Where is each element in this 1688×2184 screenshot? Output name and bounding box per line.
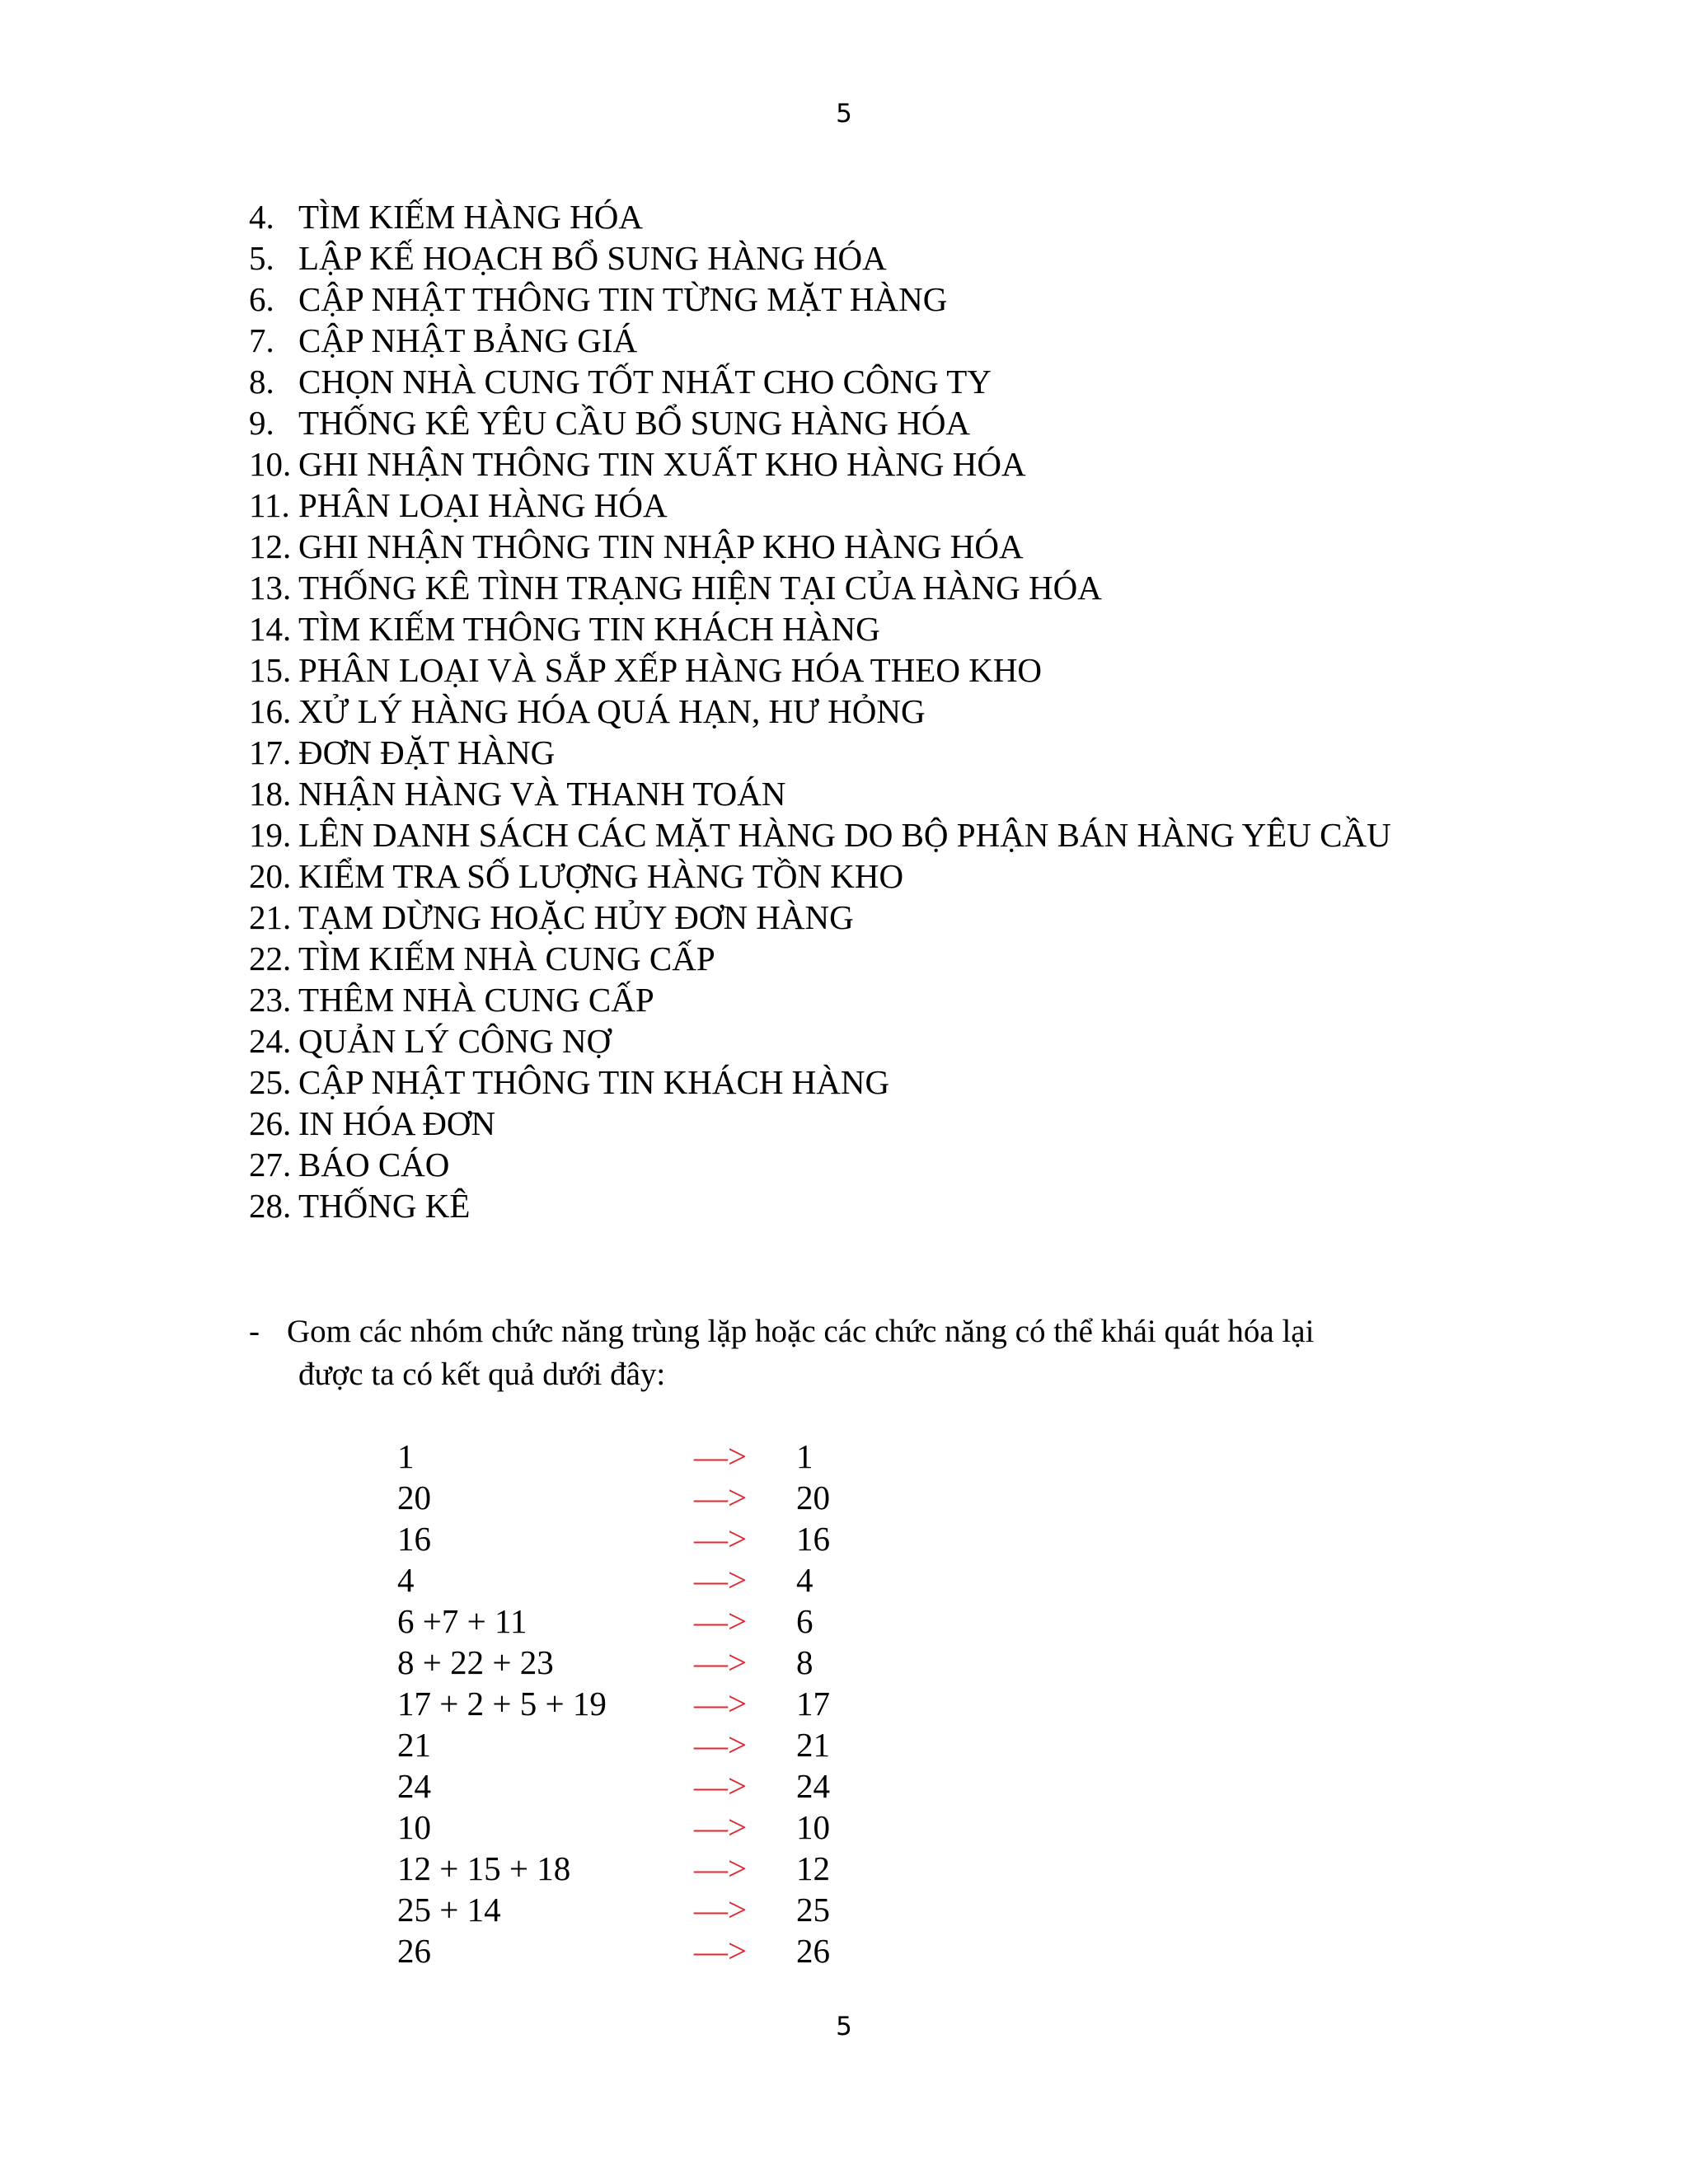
mapping-from: 8 + 22 + 23 <box>397 1643 554 1681</box>
function-label: LÊN DANH SÁCH CÁC MẶT HÀNG DO BỘ PHẬN BÁN HÀNG YÊU CẦU <box>298 816 1391 854</box>
mapping-to: 1 <box>796 1437 814 1475</box>
function-number: 14. <box>249 610 292 648</box>
mapping-from: 21 <box>397 1726 431 1764</box>
function-label: LẬP KẾ HOẠCH BỔ SUNG HÀNG HÓA <box>298 239 887 277</box>
mapping-from: 24 <box>397 1767 431 1805</box>
mapping-from: 17 + 2 + 5 + 19 <box>397 1685 607 1722</box>
function-number: 20. <box>249 857 292 895</box>
function-label: THỐNG KÊ YÊU CẦU BỔ SUNG HÀNG HÓA <box>298 404 971 442</box>
mapping-table <box>397 1436 1139 1971</box>
mapping-to: 24 <box>796 1767 830 1805</box>
function-item <box>249 1103 1568 1144</box>
mapping-to: 16 <box>796 1520 830 1558</box>
function-item <box>249 1062 1568 1103</box>
function-label: TÌM KIẾM THÔNG TIN KHÁCH HÀNG <box>298 610 880 648</box>
mapping-to: 17 <box>796 1685 830 1722</box>
function-number: 12. <box>249 527 292 565</box>
mapping-from: 20 <box>397 1479 431 1516</box>
function-item <box>249 649 1568 691</box>
function-item <box>249 279 1568 320</box>
function-number: 19. <box>249 816 292 854</box>
function-label: THỐNG KÊ TÌNH TRẠNG HIỆN TẠI CỦA HÀNG HÓA <box>298 569 1102 607</box>
mapping-row <box>397 1642 1139 1683</box>
function-label: GHI NHẬN THÔNG TIN NHẬP KHO HÀNG HÓA <box>298 527 1024 565</box>
mapping-row <box>397 1601 1139 1642</box>
mapping-row <box>397 1683 1139 1724</box>
mapping-row <box>397 1518 1139 1559</box>
function-number: 25. <box>249 1063 292 1101</box>
mapping-from: 1 <box>397 1437 415 1475</box>
mapping-arrow: —> <box>694 1520 748 1558</box>
function-item <box>249 237 1568 279</box>
function-label: PHÂN LOẠI VÀ SẮP XẾP HÀNG HÓA THEO KHO <box>298 651 1043 689</box>
function-item <box>249 979 1568 1020</box>
function-number: 24. <box>249 1022 292 1060</box>
function-item <box>249 526 1568 567</box>
mapping-arrow: —> <box>694 1479 748 1516</box>
function-label: GHI NHẬN THÔNG TIN XUẤT KHO HÀNG HÓA <box>298 445 1026 483</box>
function-number: 18. <box>249 775 292 813</box>
function-label: NHẬN HÀNG VÀ THANH TOÁN <box>298 775 786 813</box>
mapping-from: 16 <box>397 1520 431 1558</box>
mapping-arrow: —> <box>694 1726 748 1764</box>
summary-text <box>287 1310 1492 1396</box>
function-label: KIỂM TRA SỐ LƯỢNG HÀNG TỒN KHO <box>298 857 904 895</box>
function-label: CHỌN NHÀ CUNG TỐT NHẤT CHO CÔNG TY <box>298 363 992 401</box>
function-item <box>249 855 1568 897</box>
function-item <box>249 196 1568 237</box>
function-label: PHÂN LOẠI HÀNG HÓA <box>298 486 668 524</box>
function-list <box>249 196 1568 1226</box>
mapping-row <box>397 1765 1139 1807</box>
mapping-row <box>397 1930 1139 1971</box>
page-number-bottom: 5 <box>836 2012 852 2041</box>
mapping-arrow: —> <box>694 1767 748 1805</box>
summary-line-1: Gom các nhóm chức năng trùng lặp hoặc các chức năng có thể khái quát hóa lại <box>287 1314 1315 1349</box>
mapping-row <box>397 1848 1139 1889</box>
function-label: TÌM KIẾM HÀNG HÓA <box>298 198 643 236</box>
mapping-from: 25 + 14 <box>397 1891 501 1929</box>
function-item <box>249 1185 1568 1226</box>
mapping-to: 8 <box>796 1643 814 1681</box>
function-item <box>249 814 1568 855</box>
function-item <box>249 1020 1568 1062</box>
mapping-from: 10 <box>397 1808 431 1846</box>
function-item <box>249 320 1568 361</box>
function-number: 5. <box>249 239 274 277</box>
function-item <box>249 1144 1568 1185</box>
mapping-from: 26 <box>397 1932 431 1970</box>
function-number: 15. <box>249 651 292 689</box>
function-item <box>249 567 1568 608</box>
summary-line-2: được ta có kết quả dưới đây: <box>298 1357 666 1392</box>
mapping-to: 12 <box>796 1849 830 1887</box>
function-label: TẠM DỪNG HOẶC HỦY ĐƠN HÀNG <box>298 898 854 936</box>
page-number-top: 5 <box>836 99 852 129</box>
mapping-arrow: —> <box>694 1891 748 1929</box>
function-number: 6. <box>249 280 274 318</box>
mapping-arrow: —> <box>694 1602 748 1640</box>
mapping-to: 25 <box>796 1891 830 1929</box>
summary-paragraph <box>249 1310 1492 1396</box>
function-number: 4. <box>249 198 274 236</box>
function-number: 27. <box>249 1146 292 1183</box>
function-label: TÌM KIẾM NHÀ CUNG CẤP <box>298 940 715 977</box>
function-label: THÊM NHÀ CUNG CẤP <box>298 981 654 1019</box>
function-label: IN HÓA ĐƠN <box>298 1104 496 1142</box>
function-number: 10. <box>249 445 292 483</box>
mapping-to: 26 <box>796 1932 830 1970</box>
function-item <box>249 732 1568 773</box>
mapping-row <box>397 1724 1139 1765</box>
mapping-arrow: —> <box>694 1808 748 1846</box>
function-number: 13. <box>249 569 292 607</box>
mapping-row <box>397 1889 1139 1930</box>
mapping-arrow: —> <box>694 1932 748 1970</box>
mapping-from: 6 +7 + 11 <box>397 1602 528 1640</box>
function-item <box>249 485 1568 526</box>
bullet-dash: - <box>249 1314 260 1349</box>
mapping-arrow: —> <box>694 1643 748 1681</box>
mapping-from: 4 <box>397 1561 415 1599</box>
mapping-row <box>397 1807 1139 1848</box>
function-item <box>249 402 1568 443</box>
function-number: 26. <box>249 1104 292 1142</box>
function-item <box>249 608 1568 649</box>
function-label: CẬP NHẬT THÔNG TIN TỪNG MẶT HÀNG <box>298 280 948 318</box>
function-label: XỬ LÝ HÀNG HÓA QUÁ HẠN, HƯ HỎNG <box>298 692 926 730</box>
function-label: BÁO CÁO <box>298 1146 450 1183</box>
mapping-to: 10 <box>796 1808 830 1846</box>
function-item <box>249 897 1568 938</box>
function-number: 22. <box>249 940 292 977</box>
mapping-arrow: —> <box>694 1849 748 1887</box>
function-item <box>249 691 1568 732</box>
function-item <box>249 361 1568 402</box>
function-number: 16. <box>249 692 292 730</box>
function-label: THỐNG KÊ <box>298 1187 471 1225</box>
mapping-from: 12 + 15 + 18 <box>397 1849 571 1887</box>
function-number: 8. <box>249 363 274 401</box>
mapping-row <box>397 1559 1139 1601</box>
mapping-arrow: —> <box>694 1437 748 1475</box>
mapping-to: 6 <box>796 1602 814 1640</box>
function-label: QUẢN LÝ CÔNG NỢ <box>298 1022 612 1060</box>
function-number: 23. <box>249 981 292 1019</box>
mapping-arrow: —> <box>694 1685 748 1722</box>
function-label: ĐƠN ĐẶT HÀNG <box>298 733 556 771</box>
function-label: CẬP NHẬT THÔNG TIN KHÁCH HÀNG <box>298 1063 890 1101</box>
function-number: 17. <box>249 733 292 771</box>
function-item <box>249 443 1568 485</box>
function-number: 11. <box>249 486 290 524</box>
function-number: 9. <box>249 404 274 442</box>
function-label: CẬP NHẬT BẢNG GIÁ <box>298 321 638 359</box>
function-item <box>249 938 1568 979</box>
function-item <box>249 773 1568 814</box>
function-number: 7. <box>249 321 274 359</box>
function-number: 28. <box>249 1187 292 1225</box>
mapping-row <box>397 1436 1139 1477</box>
mapping-arrow: —> <box>694 1561 748 1599</box>
function-number: 21. <box>249 898 292 936</box>
mapping-to: 21 <box>796 1726 830 1764</box>
mapping-to: 4 <box>796 1561 814 1599</box>
mapping-to: 20 <box>796 1479 830 1516</box>
mapping-row <box>397 1477 1139 1518</box>
